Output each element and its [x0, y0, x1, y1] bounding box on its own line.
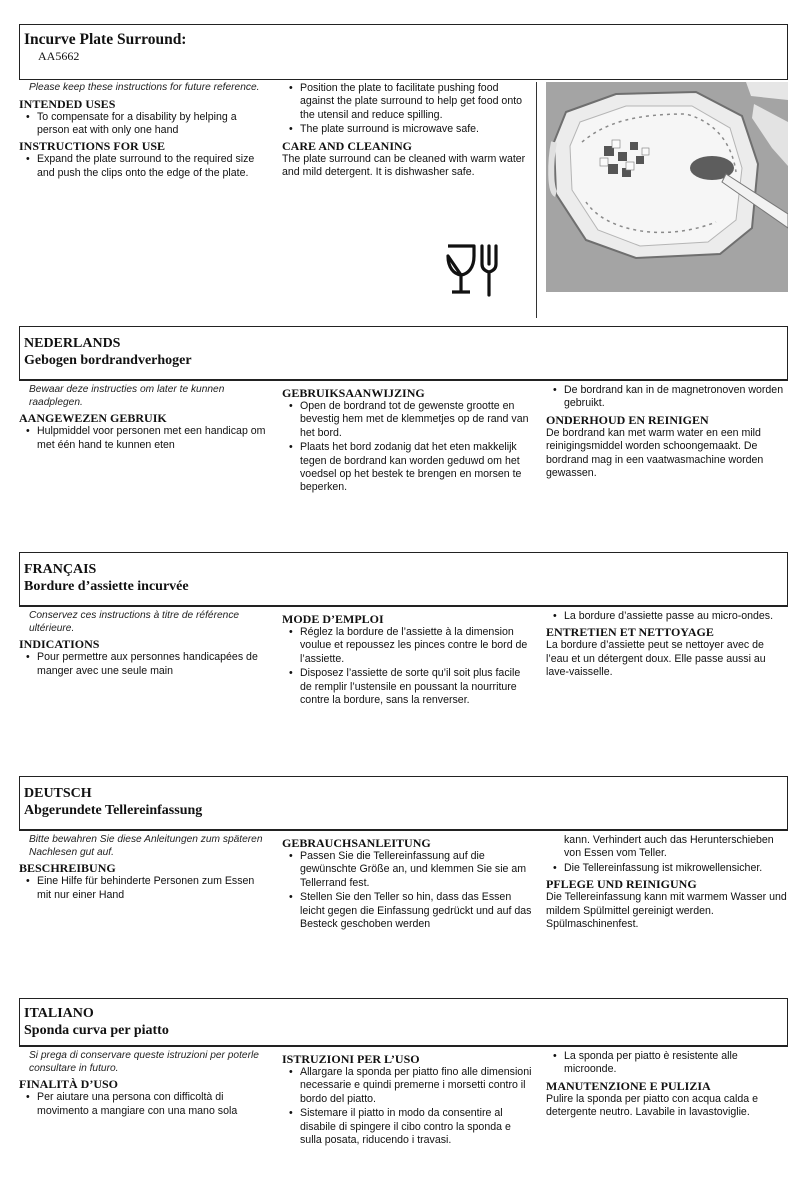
list-item: • Hulpmiddel voor personen met een handicap om met één hand te kunnen eten: [19, 425, 269, 452]
german-header: [19, 776, 788, 830]
german-care-heading: PFLEGE UND REINIGUNG: [546, 877, 697, 892]
german-instructions-list: [282, 850, 532, 931]
dutch-col-3: [546, 384, 788, 480]
french-intended-list: [19, 651, 269, 678]
list-item: • La sponda per piatto è resistente alle microonde.: [546, 1050, 788, 1077]
list-item: • Passen Sie die Tellereinfassung auf die gewünschte Größe an, und klemmen Sie sie am Tellerrand fest.: [282, 850, 532, 890]
dutch-language: NEDERLANDS: [24, 336, 121, 351]
english-instructions-heading: INSTRUCTIONS FOR USE: [19, 139, 166, 154]
dutch-col-1: [19, 384, 269, 453]
list-item: • Stellen Sie den Teller so hin, dass das Essen leicht gegen die Einfassung gedrückt und auf das Besteck geschoben werden: [282, 891, 532, 931]
italian-intended-list: [19, 1091, 269, 1118]
french-instructions-heading: MODE D’EMPLOI: [282, 612, 384, 626]
french-title: Bordure d’assiette incurvée: [24, 579, 189, 594]
dutch-rule: [19, 380, 788, 381]
french-col-2: [282, 610, 532, 708]
french-instructions-list-cont: [546, 610, 788, 623]
german-care-text: Die Tellereinfassung kann mit warmem Wasser und mildem Spülmittel gereinigt werden. Spülmaschinenfest.: [546, 891, 787, 931]
english-col-1: [19, 82, 269, 181]
dutch-instructions-list: [282, 400, 532, 495]
english-intended-heading: INTENDED USES: [19, 96, 116, 111]
german-note: Bitte bewahren Sie diese Anleitungen zum späteren Nachlesen gut auf.: [29, 834, 263, 858]
list-item: • Per aiutare una persona con difficoltà di movimento a mangiare con una mano sola: [19, 1091, 269, 1118]
product-code: AA5662: [38, 49, 80, 63]
list-item: • Réglez la bordure de l’assiette à la dimension voulue et repoussez les pinces contre le bord de l’assiette.: [282, 626, 532, 666]
dutch-instructions-heading: GEBRUIKSAANWIJZING: [282, 386, 425, 400]
german-instructions-heading: GEBRAUCHSANLEITUNG: [282, 836, 431, 850]
english-header: [19, 24, 788, 80]
french-col-1: [19, 610, 269, 679]
french-instructions-list: [282, 626, 532, 707]
dutch-intended-heading: AANGEWEZEN GEBRUIK: [19, 411, 167, 426]
dutch-col-2: [282, 384, 532, 496]
list-item: • Allargare la sponda per piatto fino alle dimensioni necessarie e quindi premerne i morsetti contro il bordo del piatto.: [282, 1066, 532, 1106]
french-intended-heading: INDICATIONS: [19, 637, 100, 652]
english-instructions-list-cont: [282, 82, 532, 137]
dutch-intended-list: [19, 425, 269, 452]
german-title: Abgerundete Tellereinfassung: [24, 803, 203, 818]
list-item: • Disposez l’assiette de sorte qu’il soit plus facile de remplir l’ustensile en poussant la nourriture contre la bordure, sans la renverser.: [282, 667, 532, 707]
english-col-2: [282, 82, 532, 179]
list-item: • De bordrand kan in de magnetronoven worden gebruikt.: [546, 384, 788, 411]
italian-instructions-heading: ISTRUZIONI PER L’USO: [282, 1052, 420, 1066]
list-item: • Position the plate to facilitate pushing food against the plate surround to help get food onto the utensil and reduce spilling.: [282, 82, 532, 122]
italian-intended-heading: FINALITÀ D’USO: [19, 1077, 119, 1092]
dutch-header: [19, 326, 788, 380]
italian-col-2: [282, 1050, 532, 1148]
list-item: • Open de bordrand tot de gewenste grootte en bevestig hem met de klemmetjes op de rand van het bord.: [282, 400, 532, 440]
italian-care-text: Pulire la sponda per piatto con acqua calda e detergente neutro. Lavabile in lavastoviglie.: [546, 1092, 759, 1119]
dutch-instructions-list-cont: [546, 384, 788, 411]
english-care-text: The plate surround can be cleaned with warm water and mild detergent. It is dishwasher safe.: [282, 152, 526, 179]
german-language: DEUTSCH: [24, 786, 92, 801]
german-rule: [19, 830, 788, 831]
list-item: • Plaats het bord zodanig dat het eten makkelijk tegen de bordrand kan worden geduwd om het voedsel op het bestek te brengen en morsen te beperken.: [282, 441, 532, 495]
french-rule: [19, 606, 788, 607]
english-instructions-list: [19, 153, 269, 180]
photo-divider: [536, 82, 537, 318]
german-col-2: [282, 834, 532, 932]
french-col-3: [546, 610, 788, 680]
italian-header: [19, 998, 788, 1046]
french-care-text: La bordure d’assiette peut se nettoyer avec de l’eau et un détergent doux. Elle passe aussi au lave-vaisselle.: [546, 639, 766, 679]
list-item: • Eine Hilfe für behinderte Personen zum Essen mit nur einer Hand: [19, 875, 269, 902]
german-intended-heading: BESCHREIBUNG: [19, 861, 116, 876]
list-item: • Die Tellereinfassung ist mikrowellensicher.: [546, 862, 790, 875]
german-instructions-list-cont: [546, 834, 790, 875]
list-item: • La bordure d’assiette passe au micro-ondes.: [546, 610, 788, 623]
dutch-care-heading: ONDERHOUD EN REINIGEN: [546, 412, 709, 427]
italian-rule: [19, 1046, 788, 1047]
italian-care-heading: MANUTENZIONE E PULIZIA: [546, 1078, 711, 1093]
french-language: FRANÇAIS: [24, 562, 97, 577]
french-header: [19, 552, 788, 606]
italian-note: Si prega di conservare queste istruzioni per poterle consultare in futuro.: [29, 1050, 259, 1074]
food-safe-glass-fork-icon: [444, 242, 502, 298]
dutch-title: Gebogen bordrandverhoger: [24, 353, 192, 368]
english-intended-list: [19, 111, 269, 138]
list-item-continued: kann. Verhindert auch das Herunterschieben von Essen vom Teller.: [564, 834, 774, 860]
italian-instructions-list-cont: [546, 1050, 788, 1077]
list-item: • The plate surround is microwave safe.: [282, 123, 532, 136]
italian-col-3: [546, 1050, 788, 1120]
english-care-heading: CARE AND CLEANING: [282, 138, 413, 153]
list-item: • Pour permettre aux personnes handicapées de manger avec une seule main: [19, 651, 269, 678]
product-title: Incurve Plate Surround:: [24, 31, 187, 48]
german-intended-list: [19, 875, 269, 902]
italian-instructions-list: [282, 1066, 532, 1147]
french-note: Conservez ces instructions à titre de référence ultérieure.: [29, 610, 240, 634]
german-col-3: [546, 834, 790, 931]
list-item: • Expand the plate surround to the required size and push the clips onto the edge of the plate.: [19, 153, 269, 180]
german-col-1: [19, 834, 269, 903]
dutch-care-text: De bordrand kan met warm water en een mild reinigingsmiddel worden schoongemaakt. De bordrand mag in een vaatwasmachine worden gewassen.: [546, 426, 764, 480]
english-note: Please keep these instructions for future reference.: [29, 82, 260, 93]
italian-title: Sponda curva per piatto: [24, 1023, 169, 1038]
list-item: • To compensate for a disability by helping a person eat with only one hand: [19, 111, 269, 138]
dutch-note: Bewaar deze instructies om later te kunnen raadplegen.: [29, 384, 225, 408]
french-care-heading: ENTRETIEN ET NETTOYAGE: [546, 625, 714, 640]
italian-col-1: [19, 1050, 269, 1119]
list-item: • Sistemare il piatto in modo da consentire al disabile di spingere il cibo contro la sponda e sulla posata, riducendo i travasi.: [282, 1107, 532, 1147]
plate-surround-photo: [546, 82, 788, 292]
italian-language: ITALIANO: [24, 1006, 94, 1021]
